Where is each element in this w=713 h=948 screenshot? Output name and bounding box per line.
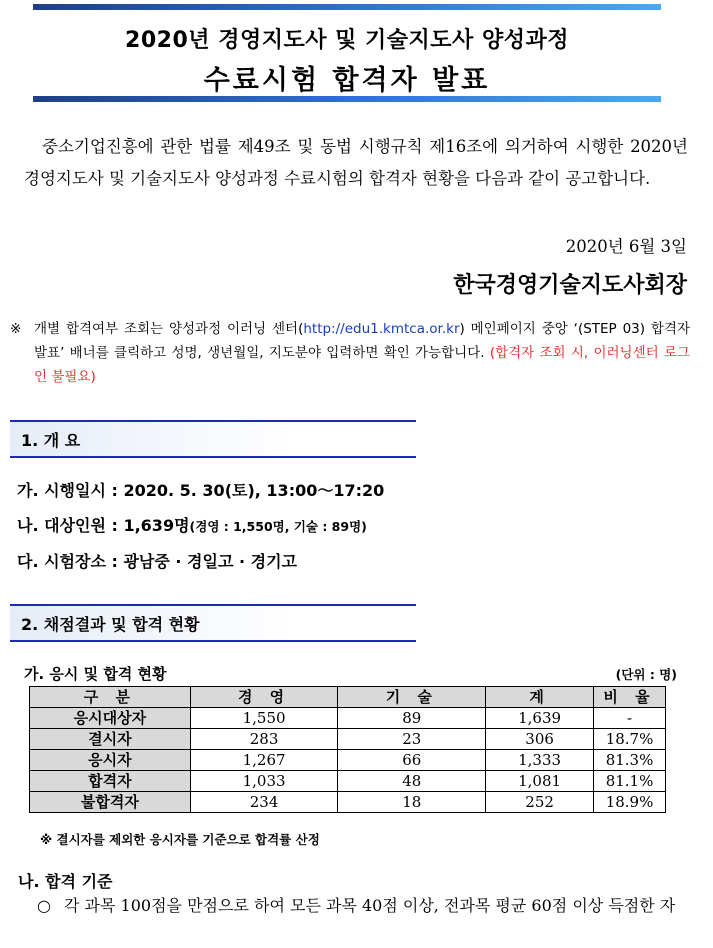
overview-item-date: 가. 시행일시 : 2020. 5. 30(토), 13:00～17:20 [17, 481, 385, 500]
cell-technical: 23 [338, 729, 486, 750]
page-title-line2: 수료시험 합격자 발표 [203, 65, 491, 96]
row-label: 결시자 [30, 729, 191, 750]
table-row [30, 708, 666, 729]
col-header-management: 경 영 [190, 687, 338, 708]
cell-technical: 89 [338, 708, 486, 729]
cell-total: 1,081 [486, 771, 594, 792]
cell-management: 1,267 [190, 750, 338, 771]
row-label: 합격자 [30, 771, 191, 792]
cell-management: 1,033 [190, 771, 338, 792]
cell-total: 306 [486, 729, 594, 750]
cell-ratio: 18.7% [594, 729, 666, 750]
section1-header [10, 420, 416, 458]
cell-ratio: 81.1% [594, 771, 666, 792]
announcement-body: 중소기업진흥에 관한 법률 제49조 및 동법 시행규칙 제16조에 의거하여 시행한 2020년 경영지도사 및 기술지도사 양성과정 수료시험의 합격자 현황을 다음과 같이 공고합니다. [24, 137, 688, 188]
announcement-date: 2020년 6월 3일 [565, 237, 687, 256]
lookup-note [10, 317, 690, 389]
overview-count-main: 나. 대상인원 : 1,639명 [17, 516, 190, 535]
cell-management: 234 [190, 792, 338, 813]
col-header-technical: 기 술 [338, 687, 486, 708]
section2-title: 2. 채점결과 및 합격 현황 [21, 615, 200, 634]
cell-ratio: 18.9% [594, 792, 666, 813]
table-header-row [30, 687, 666, 708]
page-title-line1: 2020년 경영지도사 및 기술지도사 양성과정 [125, 28, 569, 53]
cell-total: 1,639 [486, 708, 594, 729]
row-label: 응시대상자 [30, 708, 191, 729]
cell-ratio: - [594, 708, 666, 729]
table-row [30, 750, 666, 771]
cell-technical: 18 [338, 792, 486, 813]
col-header-ratio: 비 율 [594, 687, 666, 708]
cell-technical: 66 [338, 750, 486, 771]
pass-rate-footnote: ※ 결시자를 제외한 응시자를 기준으로 합격률 산정 [40, 832, 320, 847]
cell-management: 1,550 [190, 708, 338, 729]
title-bottom-bar [33, 96, 661, 102]
circle-bullet-icon: ○ [37, 896, 51, 915]
cell-total: 1,333 [486, 750, 594, 771]
section2-header [10, 604, 416, 642]
note-red-text: (합격자 조회 시, 이러닝센터 로그인 불필요) [34, 345, 690, 385]
cell-total: 252 [486, 792, 594, 813]
pass-criteria [37, 893, 689, 918]
cell-ratio: 81.3% [594, 750, 666, 771]
subsection-b-title: 나. 합격 기준 [18, 872, 113, 891]
unit-label: (단위 : 명) [615, 667, 677, 682]
table-row [30, 771, 666, 792]
col-header-total: 계 [486, 687, 594, 708]
elearning-link[interactable]: http://edu1.kmtca.or.kr [303, 321, 460, 337]
title-top-bar [33, 4, 661, 10]
note-mark: ※ [10, 321, 22, 337]
overview-item-count [17, 513, 367, 536]
pass-criteria-text: 각 과목 100점을 만점으로 하여 모든 과목 40점 이상, 전과목 평균 60점 이상 득점한 자 [64, 896, 676, 915]
overview-count-detail: (경영 : 1,550명, 기술 : 89명) [189, 519, 367, 534]
organization-name: 한국경영기술지도사회장 [453, 273, 687, 298]
overview-item-place: 다. 시험장소 : 광남중 · 경일고 · 경기고 [17, 552, 298, 571]
subsection-a-title: 가. 응시 및 합격 현황 [24, 665, 167, 683]
col-header-category: 구 분 [30, 687, 191, 708]
cell-technical: 48 [338, 771, 486, 792]
note-text-after: ) 메인페이지 중앙 ‘(STEP 03) 합격자 발표’ 배너를 클릭하고 성명, 생년월일, 지도분야 입력하면 확인 가능합니다. [34, 321, 690, 361]
row-label: 불합격자 [30, 792, 191, 813]
section1-title: 1. 개 요 [21, 431, 81, 450]
row-label: 응시자 [30, 750, 191, 771]
table-row [30, 729, 666, 750]
cell-management: 283 [190, 729, 338, 750]
note-text-before: 개별 합격여부 조회는 양성과정 이러닝 센터( [34, 321, 304, 337]
table-row [30, 792, 666, 813]
results-table [29, 686, 666, 813]
